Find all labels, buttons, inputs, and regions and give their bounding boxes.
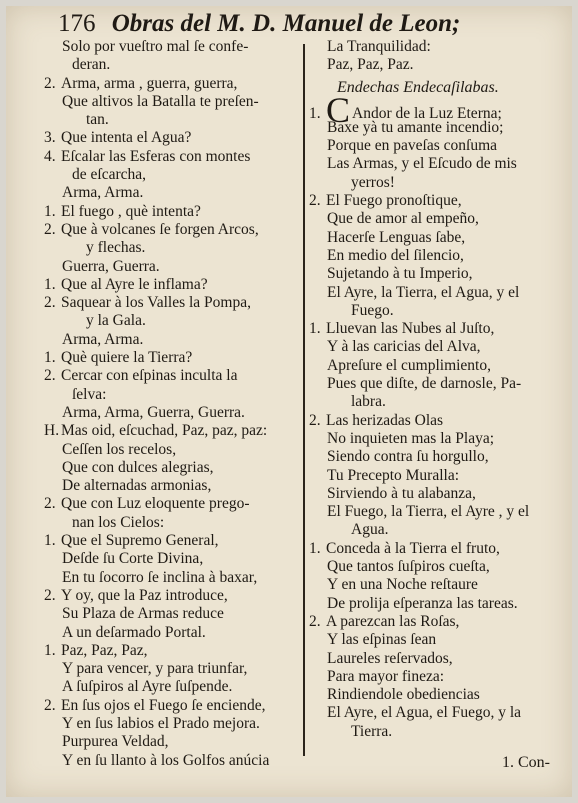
verse-text: El Ayre, la Tierra, el Agua, y el bbox=[327, 283, 520, 301]
verse-line bbox=[309, 503, 559, 521]
verse-text: Las herizadas Olas bbox=[326, 411, 444, 429]
voice-number: 1. bbox=[44, 532, 56, 550]
verse-text: Siendo contra ſu horgullo, bbox=[327, 448, 489, 466]
verse-text: ſelva: bbox=[72, 385, 107, 403]
verse-line bbox=[44, 258, 296, 276]
verse-line bbox=[309, 412, 559, 430]
voice-number: 1. bbox=[309, 320, 321, 338]
catchword: 1. Con- bbox=[502, 754, 550, 771]
voice-number: 2. bbox=[44, 220, 56, 238]
verse-line bbox=[309, 265, 559, 283]
verse-text: deran. bbox=[72, 56, 111, 74]
verse-line bbox=[309, 375, 559, 393]
verse-line bbox=[309, 558, 559, 576]
voice-number: 1. bbox=[44, 275, 56, 293]
verse-text: De alternadas armonias, bbox=[62, 477, 212, 495]
verse-line bbox=[44, 312, 296, 330]
verse-line bbox=[44, 239, 296, 257]
verse-text: Baxe yà tu amante incendio; bbox=[327, 118, 504, 136]
verse-line bbox=[309, 668, 559, 686]
section-subtitle: Endechas Endecaſilabas. bbox=[337, 78, 499, 96]
verse-line bbox=[309, 357, 559, 375]
verse-text: A parezcan las Roſas, bbox=[326, 612, 460, 630]
verse-line bbox=[309, 119, 559, 137]
verse-text: El fuego , què intenta? bbox=[61, 202, 201, 220]
running-header bbox=[58, 10, 562, 38]
verse-line bbox=[44, 75, 296, 93]
verse-line bbox=[44, 697, 296, 715]
verse-line bbox=[44, 678, 296, 696]
verse-line bbox=[44, 569, 296, 587]
voice-number: 1. bbox=[44, 641, 56, 659]
verse-text: y la Gala. bbox=[86, 312, 146, 330]
verse-line bbox=[44, 733, 296, 751]
verse-line bbox=[44, 148, 296, 166]
verse-line bbox=[44, 404, 296, 422]
verse-text: En tu ſocorro ſe inclina à baxar, bbox=[62, 568, 258, 586]
verse-text: Que con dulces alegrias, bbox=[62, 458, 214, 476]
verse-text: Arma, Arma. bbox=[62, 184, 144, 202]
verse-text: Que à volcanes ſe forgen Arcos, bbox=[61, 220, 259, 238]
verse-line bbox=[44, 367, 296, 385]
verse-line bbox=[309, 192, 559, 210]
voice-number: 2. bbox=[309, 612, 321, 630]
verse-text: El Fuego, la Tierra, el Ayre , y el bbox=[327, 503, 530, 521]
verse-line bbox=[309, 38, 559, 56]
verse-line bbox=[44, 386, 296, 404]
voice-number: 1. bbox=[44, 349, 56, 367]
verse-line bbox=[309, 704, 559, 722]
verse-line bbox=[44, 495, 296, 513]
verse-text: de eſcarcha, bbox=[72, 166, 146, 184]
verse-text: Fuego. bbox=[351, 301, 394, 319]
verse-text: En ſus ojos el Fuego ſe enciende, bbox=[61, 696, 266, 714]
verse-line bbox=[44, 715, 296, 733]
voice-number: 2. bbox=[309, 192, 321, 210]
verse-text: Que el Supremo General, bbox=[61, 532, 219, 550]
verse-text: Agua. bbox=[351, 521, 389, 539]
verse-text: Deſde ſu Corte Divina, bbox=[62, 550, 204, 568]
verse-line bbox=[309, 467, 559, 485]
verse-line bbox=[44, 331, 296, 349]
verse-line bbox=[44, 203, 296, 221]
verse-line bbox=[309, 723, 559, 741]
book-page bbox=[6, 6, 572, 797]
verse-text: De prolija eſperanza las tareas. bbox=[327, 594, 518, 612]
verse-text: A un deſarmado Portal. bbox=[62, 623, 206, 641]
verse-line bbox=[309, 650, 559, 668]
verse-text: Arma, Arma, Guerra, Guerra. bbox=[62, 403, 245, 421]
verse-text: Tierra. bbox=[351, 722, 393, 740]
voice-number: 2. bbox=[44, 696, 56, 714]
right-column-verses bbox=[309, 89, 559, 741]
verse-text: y flechas. bbox=[86, 239, 146, 257]
verse-line bbox=[44, 166, 296, 184]
verse-line bbox=[309, 338, 559, 356]
verse-text: Su Plaza de Armas reduce bbox=[62, 605, 224, 623]
verse-text: Rindiendole obediencias bbox=[327, 686, 480, 704]
voice-number: 1. bbox=[44, 202, 56, 220]
verse-text: yerros! bbox=[351, 173, 395, 191]
verse-line bbox=[309, 320, 559, 338]
verse-line bbox=[309, 155, 559, 173]
verse-line bbox=[44, 129, 296, 147]
verse-line bbox=[44, 276, 296, 294]
verse-line bbox=[309, 56, 559, 74]
verse-line bbox=[44, 294, 296, 312]
verse-line bbox=[44, 660, 296, 678]
verse-line bbox=[44, 587, 296, 605]
verse-text: Mas oid, eſcuchad, Paz, paz, paz: bbox=[61, 422, 268, 440]
verse-text: labra. bbox=[351, 393, 386, 411]
verse-line bbox=[309, 485, 559, 503]
verse-text: Porque en paveſas conſuma bbox=[327, 137, 498, 155]
voice-number: 2. bbox=[309, 411, 321, 429]
verse-line bbox=[44, 349, 296, 367]
verse-text: Lluevan las Nubes al Juſto, bbox=[326, 320, 495, 338]
right-column bbox=[309, 38, 559, 741]
verse-text: Purpurea Veldad, bbox=[62, 733, 169, 751]
verse-line bbox=[309, 430, 559, 448]
verse-text: Tu Precepto Muralla: bbox=[327, 466, 460, 484]
verse-line bbox=[44, 514, 296, 532]
verse-line bbox=[44, 459, 296, 477]
verse-text: Què quiere la Tierra? bbox=[61, 349, 193, 367]
verse-text: Que de amor al empeño, bbox=[327, 210, 479, 228]
voice-number: 2. bbox=[44, 495, 56, 513]
verse-text: La Tranquilidad: bbox=[327, 38, 431, 55]
verse-text: Que con Luz eloquente prego- bbox=[61, 495, 250, 513]
verse-text: Arma, Arma. bbox=[62, 330, 144, 348]
verse-text: Eſcalar las Esferas con montes bbox=[61, 147, 251, 165]
verse-line bbox=[44, 532, 296, 550]
voice-number: 3. bbox=[44, 129, 56, 147]
verse-line bbox=[309, 631, 559, 649]
voice-number: 1. bbox=[309, 539, 321, 557]
verse-text: Para mayor fineza: bbox=[327, 667, 445, 685]
verse-line bbox=[44, 642, 296, 660]
verse-text: Apreſure el cumplimiento, bbox=[327, 356, 491, 374]
verse-line bbox=[309, 247, 559, 265]
verse-text: Y en ſus labios el Prado mejora. bbox=[62, 714, 260, 732]
verse-text: Y oy, que la Paz introduce, bbox=[61, 586, 228, 604]
verse-text: Y las eſpinas ſean bbox=[327, 631, 437, 649]
verse-line bbox=[44, 221, 296, 239]
verse-line bbox=[44, 184, 296, 202]
verse-text: Que intenta el Agua? bbox=[61, 129, 192, 147]
verse-text: Saquear à los Valles la Pompa, bbox=[61, 294, 251, 312]
drop-capital: C bbox=[326, 89, 351, 130]
verse-line bbox=[44, 422, 296, 440]
verse-text: Que tantos ſuſpiros cueſta, bbox=[327, 558, 490, 576]
verse-text: Y à las caricias del Alva, bbox=[327, 338, 481, 356]
verse-line bbox=[44, 477, 296, 495]
verse-text: Y en una Noche reſtaure bbox=[327, 576, 478, 594]
verse-line bbox=[44, 550, 296, 568]
verse-line bbox=[309, 137, 559, 155]
verse-text: Sujetando à tu Imperio, bbox=[327, 265, 473, 283]
verse-line bbox=[309, 302, 559, 320]
verse-line bbox=[44, 93, 296, 111]
verse-text: Y en ſu llanto à los Golfos anúcia bbox=[62, 751, 270, 769]
voice-number: 2. bbox=[44, 74, 56, 92]
verse-text: Arma, arma , guerra, guerra, bbox=[61, 74, 238, 92]
right-column-top bbox=[309, 38, 559, 75]
left-column bbox=[44, 38, 296, 770]
verse-text: nan los Cielos: bbox=[72, 513, 165, 531]
verse-text: Hacerſe Lenguas ſabe, bbox=[327, 228, 466, 246]
verse-line bbox=[309, 174, 559, 192]
running-title: Obras del M. D. Manuel de Leon; bbox=[111, 10, 461, 37]
verse-text: Paz, Paz, Paz, bbox=[61, 641, 148, 659]
column-divider bbox=[303, 44, 305, 756]
verse-line bbox=[309, 393, 559, 411]
verse-text: Cercar con eſpinas inculta la bbox=[61, 367, 238, 385]
verse-line bbox=[309, 521, 559, 539]
voice-number: 1. bbox=[309, 104, 321, 122]
verse-line bbox=[309, 686, 559, 704]
verse-line bbox=[44, 111, 296, 129]
verse-text: En medio del ſilencio, bbox=[327, 246, 464, 264]
voice-number: 2. bbox=[44, 367, 56, 385]
voice-number: 4. bbox=[44, 147, 56, 165]
verse-text: Y para vencer, y para triunfar, bbox=[62, 660, 248, 678]
verse-line bbox=[44, 624, 296, 642]
verse-text: Andor de la Luz Eterna; bbox=[352, 104, 502, 122]
verse-line bbox=[309, 210, 559, 228]
verse-text: Ceſſen los recelos, bbox=[62, 440, 177, 458]
verse-text: Laureles reſervados, bbox=[327, 649, 453, 667]
verse-line bbox=[309, 576, 559, 594]
verse-line bbox=[309, 595, 559, 613]
verse-line bbox=[309, 448, 559, 466]
verse-line bbox=[309, 229, 559, 247]
verse-text: Las Armas, y el Eſcudo de mis bbox=[327, 155, 517, 173]
verse-line bbox=[44, 38, 296, 56]
voice-number: H. bbox=[44, 422, 60, 440]
page-number: 176 bbox=[58, 10, 96, 37]
verse-text: Que al Ayre le inflama? bbox=[61, 275, 208, 293]
verse-text: El Ayre, el Agua, el Fuego, y la bbox=[327, 704, 522, 722]
verse-line bbox=[44, 605, 296, 623]
verse-text: Que altivos la Batalla te preſen- bbox=[62, 92, 259, 110]
verse-line bbox=[309, 540, 559, 558]
verse-line bbox=[309, 613, 559, 631]
verse-line bbox=[44, 752, 296, 770]
verse-text: El Fuego pronoſtique, bbox=[326, 192, 462, 210]
voice-number: 2. bbox=[44, 294, 56, 312]
verse-line bbox=[44, 441, 296, 459]
verse-text: Pues que diſte, de darnosle, Pa- bbox=[327, 375, 522, 393]
voice-number: 2. bbox=[44, 586, 56, 604]
verse-line bbox=[309, 284, 559, 302]
verse-text: tan. bbox=[86, 111, 109, 129]
verse-text: Solo por vueſtro mal ſe confe- bbox=[62, 38, 249, 55]
verse-text: Guerra, Guerra. bbox=[62, 257, 160, 275]
verse-text: Conceda à la Tierra el fruto, bbox=[326, 539, 500, 557]
verse-text: Sirviendo à tu alabanza, bbox=[327, 484, 476, 502]
verse-text: A ſuſpiros al Ayre ſuſpende. bbox=[62, 678, 233, 696]
verse-line bbox=[44, 56, 296, 74]
verse-text: No inquieten mas la Playa; bbox=[327, 429, 495, 447]
verse-text: Paz, Paz, Paz. bbox=[327, 56, 414, 74]
